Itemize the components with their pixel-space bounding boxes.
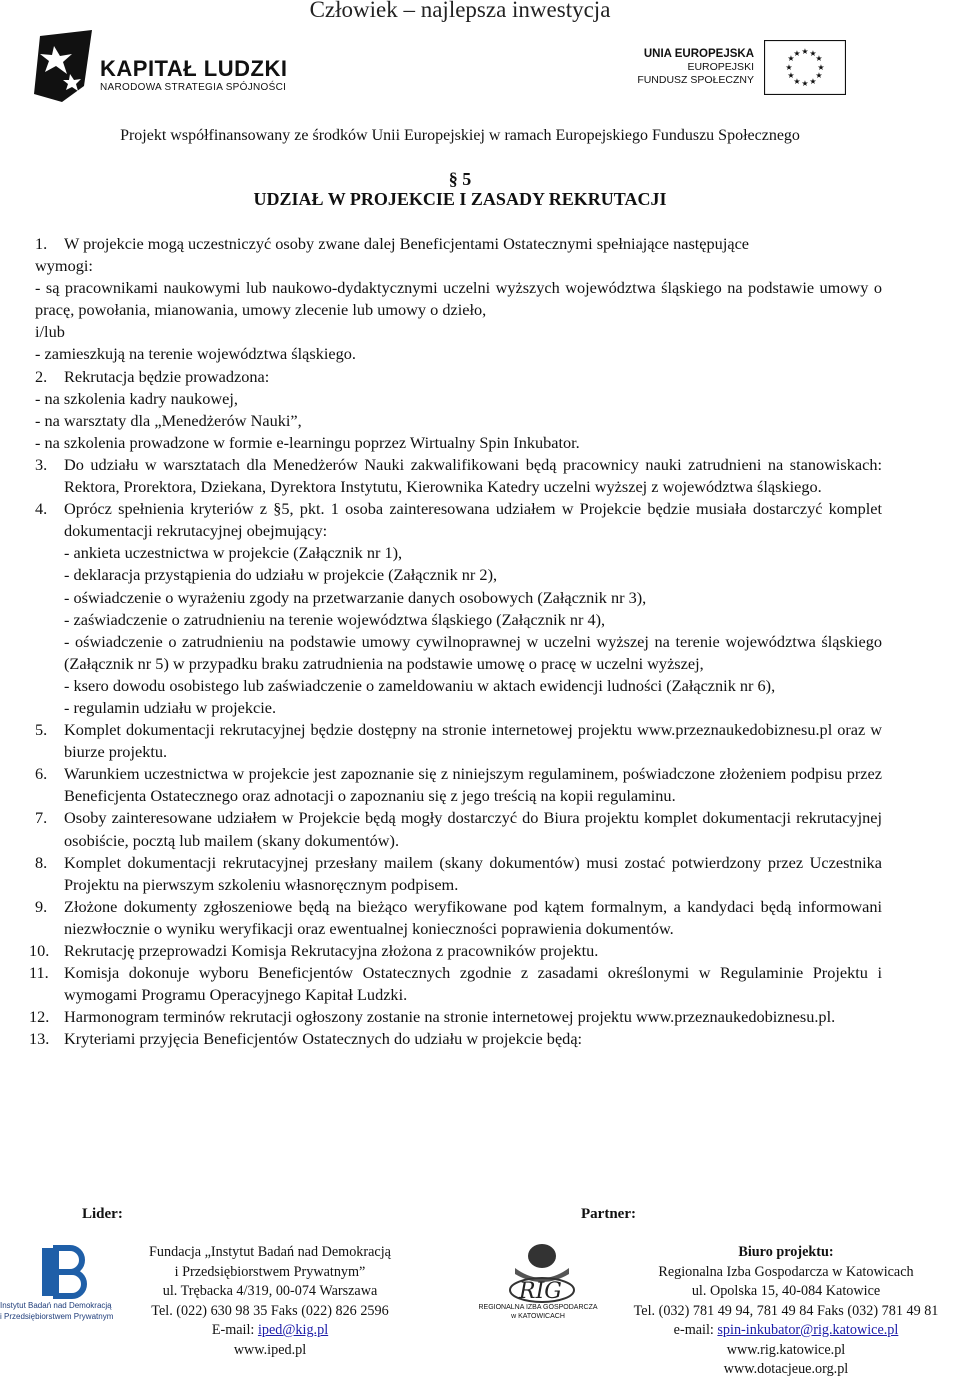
item-number: 6. [35,764,48,784]
list-item [29,1006,882,1028]
eu-line-3: FUNDUSZ SPOŁECZNY [637,74,754,86]
list-item [35,896,882,940]
office-line: Regionalna Izba Gospodarcza w Katowicach [658,1263,914,1280]
rig-caption [468,1303,608,1321]
svg-text:★: ★ [793,49,801,58]
doc-line: - ksero dowodu osobistego lub zaświadczenie o zameldowaniu w aktach ewidencji ludności (Załącznik nr 6), [64,675,776,695]
item-number: 2. [35,366,48,386]
ib-caption-line: Instytut Badań nad Demokracją [0,1301,112,1310]
partner-label: Partner: [581,1206,636,1222]
item-number: 3. [35,454,48,474]
item-number: 5. [35,720,48,740]
list-item [35,807,882,851]
office-www[interactable]: www.rig.katowice.pl [726,1341,846,1358]
item-text: Kryteriami przyjęcia Beneficjentów Ostatecznych do udziału w projekcie będą: [64,1029,583,1049]
item-text: Oprócz spełnienia kryteriów z §5, pkt. 1 osoba zainteresowana udziałem w Projekcie będzie musiała dostarczyć komplet dokumentacji rekrutacyjnej obejmujący: [64,499,882,541]
item-text: Złożone dokumenty zgłoszeniowe będą na bieżąco weryfikowane pod kątem formalnym, a kandydaci będą informowani niezwłocznie o wyniku weryfikacji oraz ewentualnej konieczności poprawienia dokumentów. [64,896,882,938]
regulations-body [29,233,882,1050]
office-www[interactable]: www.dotacjeue.org.pl [723,1361,849,1377]
list-item [35,233,882,255]
lider-email-link[interactable]: iped@kig.pl [257,1322,329,1338]
section-number: § 5 [448,169,472,189]
svg-text:★: ★ [815,71,823,80]
list-item [35,763,882,807]
item-text: Komisja dokonuje wyboru Beneficjentów Ostatecznych zgodnie z zasadami określonymi w Regulaminie Projektu i wymogami Programu Operacyjnego Kapitał Ludzki. [64,963,882,1005]
item-number: 12. [29,1007,50,1027]
lider-line: i Przedsiębiorstwem Prywatnym” [174,1263,366,1280]
list-item [29,940,882,962]
item-line: - są pracownikami naukowymi lub naukowo-dydaktycznymi uczelni wyższych województwa śląskiego na podstawie umowy o pracę, powołania, mianowania, umowy zlecenie lub umowy o dzieło, [35,278,882,320]
header-title: Człowiek – najlepsza inwestycja [309,0,611,22]
doc-line: - oświadczenie o wyrażeniu zgody na przetwarzanie danych osobowych (Załącznik nr 3), [64,587,647,607]
list-item [35,454,882,498]
office-title: Biuro projektu: [738,1244,834,1260]
office-line: ul. Opolska 15, 40-084 Katowice [691,1283,881,1299]
doc-line: - zaświadczenie o zatrudnieniu na terenie województwa śląskiego (Załącznik nr 4), [64,609,606,629]
item-text: Komplet dokumentacji rekrutacyjnej przesłany mailem (skany dokumentów) musi zostać potwierdzony przez Uczestnika Projektu na pierwszym szkoleniu własnoręcznym podpisem. [64,852,882,894]
list-item [35,498,882,719]
item-number: 11. [29,963,49,983]
svg-text:★: ★ [785,63,793,72]
kl-subtitle: NARODOWA STRATEGIA SPÓJNOŚCI [100,82,287,93]
lider-line: Fundacja „Instytut Badań nad Demokracją [149,1244,391,1260]
list-item [35,852,882,896]
ib-caption-line: i Przedsiębiorstwem Prywatnym [0,1312,114,1321]
svg-text:★: ★ [787,71,795,80]
lider-line: ul. Trębacka 4/319, 00-074 Warszawa [162,1283,378,1299]
item-text: W projekcie mogą uczestniczyć osoby zwane dalej Beneficjentami Ostatecznymi spełniające następujące [64,234,750,253]
list-item [35,719,882,763]
list-item [35,366,882,388]
eu-line-1: UNIA EUROPEJSKA [643,48,754,60]
svg-text:★: ★ [809,49,817,58]
svg-text:★: ★ [801,47,809,56]
item-text: Komplet dokumentacji rekrutacyjnej będzie dostępny na stronie internetowej projektu www.przeznaukedobiznesu.pl oraz w biurze projektu. [64,720,882,762]
lider-line: Tel. (022) 630 98 35 Faks (022) 826 2596 [151,1302,389,1319]
item-text: Osoby zainteresowane udziałem w Projekcie będą mogły dostarczyć do Biura projektu komplet dokumentacji rekrutacyjnej osobiście, pocztą lub mailem (skany dokumentów). [64,808,882,850]
svg-text:★: ★ [793,77,801,86]
doc-line: - regulamin udziału w projekcie. [64,697,277,717]
item-line: - na warsztaty dla „Menedżerów Nauki”, [35,410,302,430]
email-label: e-mail: [673,1322,718,1338]
eu-line-2: EUROPEJSKI [687,61,754,73]
item-number: 13. [29,1029,50,1049]
svg-text:★: ★ [787,54,795,63]
lider-email-row [130,1321,410,1341]
list-item [29,962,882,1006]
item-line: wymogi: [35,256,93,276]
section-title: UDZIAŁ W PROJEKCIE I ZASADY REKRUTACJI [253,189,667,209]
ib-caption [0,1300,113,1322]
item-line: i/lub [35,322,65,342]
kl-title: KAPITAŁ LUDZKI [100,56,288,81]
office-email-link[interactable]: spin-inkubator@rig.katowice.pl [717,1322,899,1338]
item-number: 10. [29,941,50,960]
item-text: Harmonogram terminów rekrutacji ogłoszony zostanie na stronie internetowej projektu www.przeznaukedobiznesu.pl. [64,1007,836,1027]
rig-caption-line: REGIONALNA IZBA GOSPODARCZA [478,1304,598,1311]
doc-line: - deklaracja przystąpienia do udziału w projekcie (Załącznik nr 2), [64,565,498,585]
doc-line: - oświadczenie o zatrudnieniu na podstawie umowy cywilnoprawnej w uczelni wyższej na terenie województwa śląskiego (Załącznik nr 5) w przypadku braku zatrudnienia na podstawie umowę o pracę w uczelni wyższej, [64,631,882,673]
item-number: 4. [35,499,48,519]
office-line: Tel. (032) 781 49 94, 781 49 84 Faks (032) 781 49 81 [633,1302,939,1319]
item-line: - zamieszkują na terenie województwa śląskiego. [35,344,356,364]
svg-text:★: ★ [801,79,809,88]
lider-www[interactable]: www.iped.pl [233,1341,307,1358]
project-office [612,1243,960,1380]
item-line: - na szkolenia kadry naukowej, [35,388,238,408]
list-item [29,1028,882,1050]
lider-address [130,1243,410,1360]
email-label: E-mail: [211,1322,258,1338]
item-text: Rekrutację przeprowadzi Komisja Rekrutacyjna złożona z pracowników projektu. [64,941,599,960]
cofinance-note: Projekt współfinansowany ze środków Unii Europejskiej w ramach Europejskiego Funduszu Społecznego [120,127,800,144]
eu-label [600,48,754,87]
item-text: Rekrutacja będzie prowadzona: [64,366,270,386]
svg-text:RIG: RIG [519,1279,562,1304]
rig-caption-line: w KATOWICACH [511,1313,565,1320]
item-text: Do udziału w warsztatach dla Menedżerów Nauki zakwalifikowani będą pracownicy nauki zatrudnieni na stanowiskach: Rektora, Prorektora, Dziekana, Dyrektora Instytutu, Kierownika Katedry uczelni wyższej z województwa śląskiego. [64,454,882,497]
lider-label: Lider: [82,1206,123,1222]
item-text: Warunkiem uczestnictwa w projekcie jest zapoznanie się z niniejszym regulaminem, poświadczone złożeniem podpisu przez Beneficjenta Ostatecznego oraz adnotacji o zapoznaniu się z jego treścią na kopii regulaminu. [64,764,882,806]
eu-flag-icon [764,40,846,95]
office-email-row [612,1321,960,1341]
item-number: 1. [35,234,48,253]
svg-text:★: ★ [817,63,825,72]
item-number: 9. [35,896,48,916]
doc-line: - ankieta uczestnictwa w projekcie (Załącznik nr 1), [64,543,403,563]
item-number: 8. [35,852,48,872]
svg-text:★: ★ [815,54,823,63]
item-number: 7. [35,808,48,828]
item-line: - na szkolenia prowadzone w formie e-learningu poprzez Wirtualny Spin Inkubator. [35,432,580,452]
svg-text:★: ★ [809,77,817,86]
